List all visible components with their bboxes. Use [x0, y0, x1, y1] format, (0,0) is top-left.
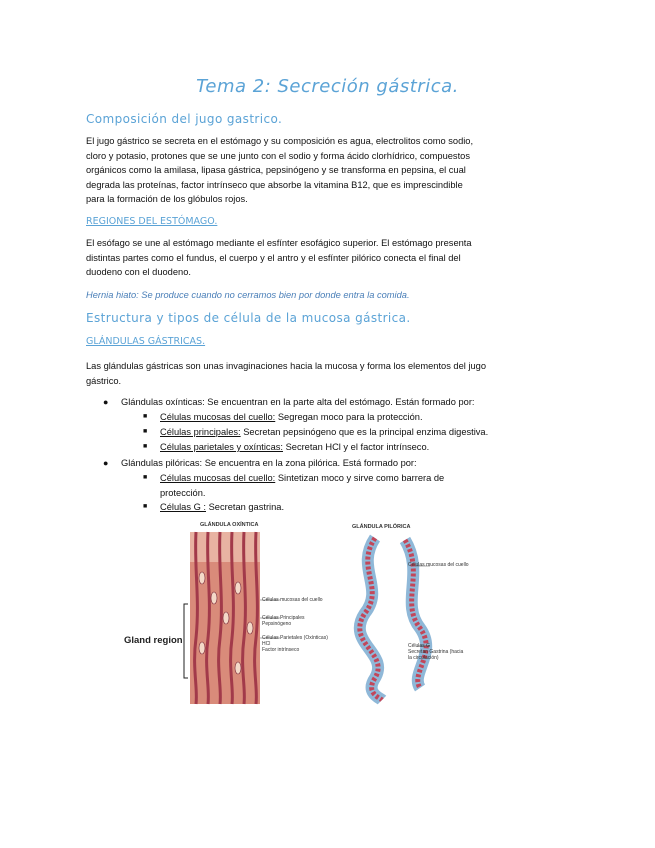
- text-line: distintas partes como el fundus, el cuerpo y el antro y el esfínter pilórico conecta el final del: [86, 252, 461, 263]
- text-line: El jugo gástrico se secreta en el estómago y su composición es agua, electrolitos como sodio,: [86, 136, 474, 146]
- label-hcl: HCl: [262, 641, 271, 647]
- sub-bullet-square: ■: [143, 428, 148, 435]
- sub-bullet-mucous-neck-cells: [160, 410, 520, 425]
- sub-bullet-square: ■: [143, 413, 148, 420]
- label-pepsinogen: Pepsinógeno: [262, 621, 292, 627]
- section-heading-structure: Estructura y tipos de célula de la mucosa gástrica.: [86, 311, 411, 325]
- label-pyloric-mucous-cells: Células mucosas del cuello: [408, 562, 469, 568]
- label-parietal-cells: Células Parietales (Oxínticas): [262, 635, 328, 641]
- label-gastrin: Secretan Gastrina (hacia: [408, 649, 464, 655]
- text-line: gástrico.: [86, 375, 122, 386]
- definition-continued: protección.: [160, 487, 206, 498]
- term: Células mucosas del cuello:: [160, 473, 276, 483]
- figure-title-oxyntic: GLÁNDULA OXÍNTICA: [200, 522, 259, 528]
- text-line: cloro y potasio, protones que se une junto con el sodio y forma ácido clorhídrico, compuestos: [86, 150, 470, 161]
- definition: Secretan HCl y el factor intrínseco.: [282, 442, 430, 452]
- gland-illustration: [120, 518, 540, 708]
- bullet-oxyntic: Glándulas oxínticas: Se encuentran en la parte alta del estómago. Están formado por:: [121, 397, 475, 407]
- sub-bullet-chief-cells: [160, 425, 520, 440]
- sub-bullet-g-cells: [160, 500, 520, 515]
- definition: Sintetizan moco y sirve como barrera de: [275, 473, 445, 483]
- text-line: para la formación de los glóbulos rojos.: [86, 194, 248, 205]
- bullet-dot: ●: [103, 397, 109, 407]
- sub-bullet-pyloric-mucous-cells: [160, 471, 520, 500]
- text-line: degrada las proteínas, factor intrínseco que absorbe la vitamina B12, que es imprescindible: [86, 179, 463, 190]
- definition: Secretan gastrina.: [206, 502, 285, 512]
- text-line: Las glándulas gástricas son unas invaginaciones hacia la mucosa y forma los elementos del jugo: [86, 361, 486, 371]
- regions-paragraph: [86, 236, 571, 280]
- sub-bullet-parietal-cells: [160, 440, 520, 455]
- term: Células principales:: [160, 427, 241, 437]
- gastric-glands-figure: [120, 518, 540, 708]
- sub-bullet-square: ■: [143, 474, 148, 481]
- sub-bullet-square: ■: [143, 443, 148, 450]
- term: Células mucosas del cuello:: [160, 412, 276, 422]
- label-mucous-neck-cells: Células mucosas del cuello: [262, 597, 323, 603]
- text-line: orgánicos como la amilasa, lipasa gástrica, pepsinógeno y se transforma en pepsina, el cual: [86, 165, 466, 176]
- subheading-gastric-glands: GLÁNDULAS GÁSTRICAS.: [86, 336, 206, 347]
- label-intrinsic-factor: Factor intrínseco: [262, 647, 300, 653]
- bullet-pyloric: Glándulas pilóricas: Se encuentra en la zona pilórica. Está formado por:: [121, 458, 417, 468]
- text-line: El esófago se une al estómago mediante el esfínter esofágico superior. El estómago presenta: [86, 238, 472, 248]
- composition-paragraph: [86, 134, 571, 207]
- definition: Secretan pepsinógeno que es la principal enzima digestiva.: [240, 427, 489, 437]
- text-line: duodeno con el duodeno.: [86, 267, 191, 278]
- term: Células G :: [160, 502, 206, 512]
- label-g-cells: Células G: [408, 643, 430, 649]
- term: Células parietales y oxínticas:: [160, 442, 283, 452]
- hernia-note: Hernia hiato: Se produce cuando no cerramos bien por donde entra la comida.: [86, 290, 410, 300]
- definition: Segregan moco para la protección.: [275, 412, 423, 422]
- sub-bullet-square: ■: [143, 503, 148, 510]
- section-heading-regions: REGIONES DEL ESTÓMAGO.: [86, 216, 218, 227]
- figure-title-pyloric: GLÁNDULA PILÓRICA: [352, 524, 411, 530]
- label-circulation: la circulación): [408, 655, 439, 661]
- gland-region-label: Gland region: [124, 635, 183, 646]
- section-heading-composition: Composición del jugo gastrico.: [86, 112, 283, 126]
- page-title: Tema 2: Secreción gástrica.: [196, 76, 459, 97]
- label-chief-cells: Células Principales: [262, 615, 305, 621]
- bullet-dot: ●: [103, 458, 109, 468]
- glands-intro-paragraph: [86, 359, 571, 388]
